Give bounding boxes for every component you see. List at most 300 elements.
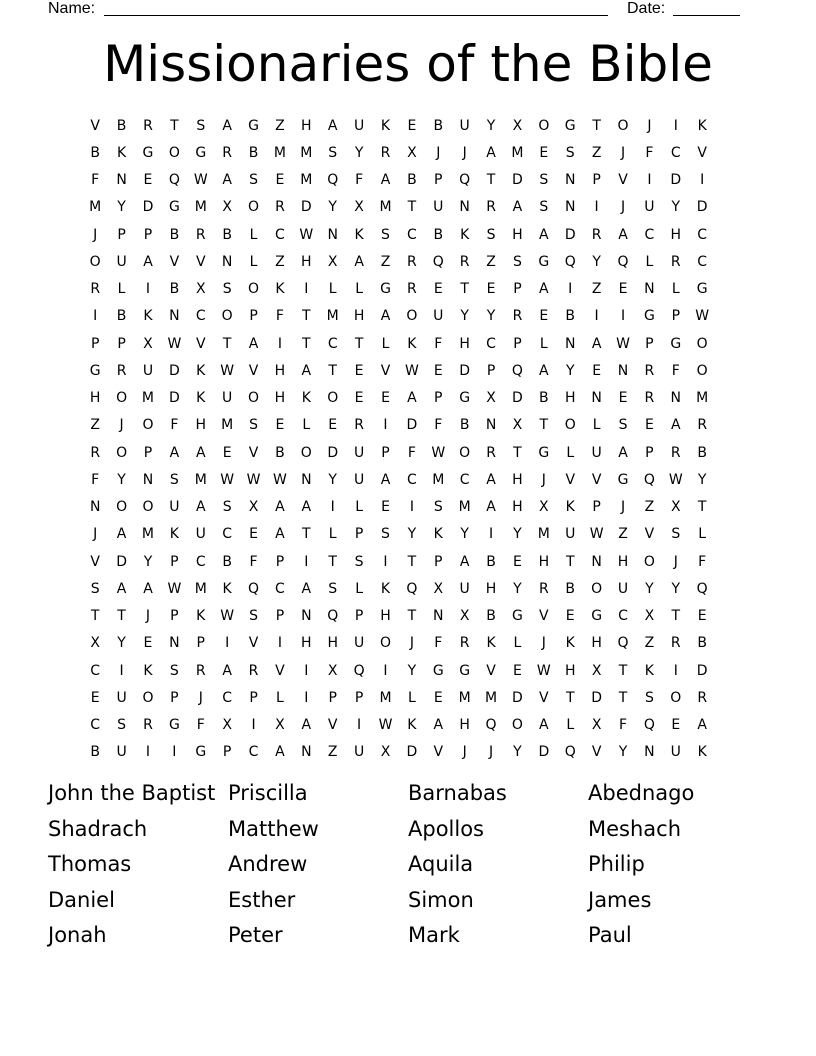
- grid-letter: F: [698, 553, 707, 570]
- grid-letter: G: [643, 308, 655, 325]
- grid-letter: L: [698, 526, 707, 543]
- grid-letter: Q: [327, 608, 339, 625]
- grid-letter: Q: [327, 172, 339, 189]
- grid-letter: K: [196, 390, 206, 407]
- word-list-item: Aquila: [408, 852, 474, 877]
- grid-letter: C: [90, 662, 101, 679]
- grid-letter: B: [90, 144, 100, 161]
- grid-letter: L: [276, 689, 284, 706]
- grid-letter: W: [536, 662, 551, 679]
- grid-letter: H: [301, 253, 312, 270]
- grid-letter: L: [566, 717, 575, 734]
- grid-letter: V: [433, 744, 444, 761]
- grid-letter: K: [143, 662, 153, 679]
- grid-letter: A: [222, 172, 232, 189]
- grid-letter: D: [142, 199, 154, 216]
- grid-letter: B: [222, 226, 232, 243]
- word-list-item: Mark: [408, 923, 460, 948]
- grid-letter: C: [90, 717, 101, 734]
- grid-letter: B: [459, 417, 470, 434]
- grid-letter: T: [565, 553, 575, 570]
- grid-letter: T: [697, 499, 707, 516]
- grid-letter: V: [380, 362, 391, 379]
- grid-letter: P: [249, 308, 258, 325]
- grid-letter: G: [195, 744, 207, 761]
- grid-letter: N: [591, 390, 602, 407]
- grid-letter: U: [116, 253, 127, 270]
- grid-letter: C: [248, 744, 259, 761]
- grid-letter: L: [671, 281, 680, 298]
- grid-letter: X: [512, 117, 523, 134]
- grid-letter: L: [539, 335, 548, 352]
- grid-letter: R: [90, 444, 101, 461]
- grid-letter: Q: [564, 253, 576, 270]
- grid-letter: I: [700, 172, 705, 189]
- grid-letter: V: [486, 662, 496, 679]
- grid-letter: Q: [643, 717, 655, 734]
- grid-letter: I: [409, 499, 414, 516]
- grid-letter: O: [248, 390, 260, 407]
- grid-letter: R: [248, 662, 259, 679]
- grid-letter: S: [565, 144, 575, 161]
- grid-letter: N: [433, 608, 444, 625]
- grid-letter: W: [668, 471, 683, 488]
- grid-letter: L: [566, 444, 575, 461]
- grid-letter: J: [436, 144, 441, 161]
- grid-letter: P: [354, 526, 364, 543]
- grid-row: [82, 194, 715, 221]
- grid-row: [82, 466, 715, 493]
- grid-letter: A: [486, 471, 496, 488]
- grid-letter: V: [644, 526, 655, 543]
- grid-letter: I: [172, 744, 177, 761]
- grid-letter: D: [696, 199, 708, 216]
- grid-letter: U: [433, 308, 444, 325]
- grid-letter: P: [328, 689, 337, 706]
- grid-letter: A: [195, 499, 206, 516]
- grid-letter: A: [222, 117, 232, 134]
- grid-letter: A: [248, 335, 259, 352]
- grid-letter: L: [302, 417, 311, 434]
- grid-letter: O: [221, 308, 233, 325]
- grid-letter: C: [222, 526, 233, 543]
- grid-letter: D: [406, 417, 418, 434]
- grid-letter: F: [355, 172, 364, 189]
- grid-letter: A: [116, 526, 127, 543]
- grid-letter: B: [116, 308, 127, 325]
- grid-letter: C: [275, 226, 285, 243]
- grid-letter: P: [170, 608, 179, 625]
- grid-letter: S: [222, 499, 232, 516]
- grid-letter: U: [459, 117, 470, 134]
- grid-letter: P: [592, 499, 601, 516]
- grid-letter: P: [90, 335, 100, 352]
- grid-row: [82, 385, 715, 412]
- grid-letter: J: [620, 144, 626, 161]
- grid-letter: P: [275, 608, 285, 625]
- grid-letter: F: [407, 444, 416, 461]
- grid-letter: Y: [407, 526, 417, 543]
- grid-letter: E: [592, 362, 602, 379]
- grid-letter: T: [302, 335, 311, 352]
- grid-letter: N: [301, 744, 312, 761]
- grid-letter: Y: [486, 117, 496, 134]
- grid-row: [82, 521, 715, 548]
- grid-letter: L: [328, 526, 337, 543]
- grid-letter: O: [670, 689, 682, 706]
- grid-letter: I: [594, 308, 599, 325]
- grid-letter: J: [93, 526, 98, 543]
- grid-letter: S: [90, 580, 100, 597]
- grid-letter: V: [697, 144, 707, 161]
- grid-letter: K: [486, 635, 496, 652]
- grid-letter: Y: [513, 744, 522, 761]
- grid-letter: O: [116, 444, 128, 461]
- grid-letter: H: [617, 553, 629, 570]
- grid-row: [82, 684, 715, 711]
- grid-letter: I: [383, 662, 388, 679]
- grid-letter: H: [353, 308, 365, 325]
- grid-letter: X: [670, 499, 681, 516]
- grid-letter: E: [513, 553, 522, 570]
- grid-letter: J: [541, 471, 546, 488]
- grid-row: [82, 330, 715, 357]
- grid-letter: I: [673, 117, 678, 134]
- grid-row: [82, 712, 715, 739]
- grid-letter: E: [513, 662, 522, 679]
- grid-letter: S: [671, 526, 681, 543]
- grid-letter: C: [670, 144, 681, 161]
- grid-letter: L: [407, 689, 416, 706]
- grid-letter: K: [460, 226, 470, 243]
- grid-letter: I: [357, 717, 362, 734]
- grid-letter: P: [222, 744, 232, 761]
- grid-letter: S: [539, 172, 549, 189]
- grid-letter: I: [145, 744, 151, 761]
- grid-letter: B: [275, 444, 285, 461]
- grid-letter: H: [512, 471, 523, 488]
- grid-letter: M: [221, 417, 234, 434]
- grid-letter: D: [670, 172, 682, 189]
- grid-row: [82, 412, 715, 439]
- grid-letter: B: [248, 144, 259, 161]
- grid-letter: K: [354, 226, 364, 243]
- grid-letter: Y: [354, 144, 364, 161]
- grid-row: [82, 548, 715, 575]
- grid-letter: H: [564, 662, 576, 679]
- grid-letter: D: [168, 390, 180, 407]
- grid-letter: E: [249, 526, 258, 543]
- grid-letter: K: [196, 362, 206, 379]
- grid-letter: P: [671, 308, 681, 325]
- grid-letter: I: [119, 662, 124, 679]
- grid-letter: D: [512, 390, 523, 407]
- grid-letter: F: [91, 471, 100, 488]
- grid-letter: G: [564, 117, 576, 134]
- grid-letter: I: [145, 281, 151, 298]
- grid-letter: W: [220, 471, 235, 488]
- grid-letter: A: [301, 717, 312, 734]
- grid-letter: N: [169, 635, 180, 652]
- grid-letter: Y: [697, 471, 707, 488]
- grid-letter: H: [301, 635, 312, 652]
- grid-letter: I: [304, 553, 309, 570]
- grid-letter: H: [564, 390, 576, 407]
- grid-letter: S: [381, 526, 390, 543]
- grid-letter: O: [142, 417, 154, 434]
- grid-letter: V: [539, 608, 549, 625]
- grid-letter: P: [196, 635, 205, 652]
- grid-letter: H: [380, 608, 391, 625]
- word-list-item: Abednago: [588, 781, 695, 805]
- grid-letter: U: [459, 580, 470, 597]
- grid-letter: A: [380, 172, 391, 189]
- grid-letter: V: [591, 471, 602, 488]
- grid-letter: O: [538, 117, 550, 134]
- grid-letter: E: [381, 499, 390, 516]
- grid-letter: V: [275, 662, 285, 679]
- grid-letter: M: [432, 471, 445, 488]
- grid-letter: L: [381, 335, 390, 352]
- grid-letter: Y: [460, 308, 469, 325]
- grid-letter: U: [433, 199, 444, 216]
- grid-letter: R: [486, 199, 496, 216]
- grid-letter: P: [170, 689, 179, 706]
- grid-letter: R: [644, 390, 655, 407]
- grid-letter: I: [620, 308, 626, 325]
- grid-letter: L: [513, 635, 522, 652]
- grid-letter: C: [275, 580, 285, 597]
- grid-letter: I: [383, 553, 388, 570]
- grid-letter: B: [90, 744, 100, 761]
- grid-letter: S: [328, 580, 338, 597]
- grid-letter: K: [433, 526, 443, 543]
- grid-letter: E: [143, 635, 153, 652]
- grid-letter: X: [459, 608, 470, 625]
- grid-letter: E: [671, 717, 681, 734]
- grid-letter: A: [222, 662, 232, 679]
- grid-letter: Z: [275, 117, 285, 134]
- grid-letter: C: [195, 553, 206, 570]
- word-list-item: Thomas: [48, 852, 132, 877]
- grid-letter: Y: [117, 199, 126, 216]
- grid-letter: W: [431, 444, 446, 461]
- grid-letter: O: [379, 635, 391, 652]
- grid-letter: A: [618, 444, 628, 461]
- grid-letter: V: [195, 253, 206, 270]
- page-title: Missionaries of the Bible: [103, 35, 713, 93]
- grid-letter: R: [116, 362, 127, 379]
- grid-letter: M: [194, 199, 207, 216]
- grid-letter: D: [168, 362, 180, 379]
- grid-letter: Z: [591, 281, 602, 298]
- grid-letter: E: [328, 417, 338, 434]
- grid-letter: H: [538, 553, 550, 570]
- grid-letter: Y: [513, 526, 522, 543]
- grid-letter: J: [647, 117, 652, 134]
- grid-letter: Z: [327, 744, 338, 761]
- grid-letter: W: [220, 608, 235, 625]
- grid-letter: O: [142, 499, 154, 516]
- grid-letter: A: [486, 144, 496, 161]
- grid-letter: M: [273, 144, 286, 161]
- grid-letter: Q: [617, 253, 629, 270]
- word-list-item: Shadrach: [48, 816, 148, 841]
- grid-letter: A: [275, 744, 285, 761]
- grid-letter: K: [222, 580, 232, 597]
- grid-letter: S: [644, 689, 654, 706]
- grid-letter: K: [169, 526, 179, 543]
- grid-letter: A: [195, 444, 206, 461]
- grid-letter: J: [198, 689, 203, 706]
- grid-letter: O: [300, 444, 312, 461]
- grid-letter: G: [538, 444, 550, 461]
- date-blank-line: [673, 15, 740, 16]
- grid-letter: B: [565, 308, 576, 325]
- grid-letter: A: [671, 417, 681, 434]
- grid-letter: T: [90, 608, 100, 625]
- grid-letter: W: [273, 471, 287, 488]
- grid-letter: O: [696, 362, 708, 379]
- grid-letter: X: [275, 717, 285, 734]
- grid-letter: B: [169, 226, 180, 243]
- grid-letter: A: [301, 362, 312, 379]
- grid-letter: K: [644, 662, 654, 679]
- grid-letter: X: [354, 199, 364, 216]
- grid-row: [82, 357, 715, 384]
- grid-letter: T: [460, 281, 469, 298]
- grid-letter: U: [169, 499, 180, 516]
- grid-letter: R: [644, 362, 655, 379]
- grid-letter: R: [459, 253, 470, 270]
- grid-letter: M: [511, 144, 524, 161]
- grid-letter: E: [539, 308, 549, 325]
- grid-letter: A: [407, 390, 417, 407]
- grid-letter: U: [353, 635, 365, 652]
- date-label: Date:: [627, 0, 666, 17]
- grid-letter: K: [565, 635, 575, 652]
- grid-letter: U: [142, 362, 154, 379]
- grid-letter: Q: [432, 253, 444, 270]
- grid-letter: V: [248, 444, 259, 461]
- grid-letter: O: [591, 580, 603, 597]
- grid-letter: P: [434, 553, 443, 570]
- grid-letter: K: [380, 117, 391, 134]
- grid-letter: Y: [645, 580, 654, 597]
- grid-letter: X: [222, 717, 232, 734]
- grid-letter: H: [512, 226, 523, 243]
- grid-letter: P: [513, 281, 522, 298]
- grid-letter: U: [195, 526, 206, 543]
- grid-letter: Q: [485, 717, 497, 734]
- grid-letter: V: [618, 172, 628, 189]
- grid-letter: N: [644, 281, 655, 298]
- grid-letter: D: [591, 689, 602, 706]
- grid-letter: G: [696, 281, 708, 298]
- grid-letter: T: [302, 308, 311, 325]
- grid-letter: L: [249, 226, 258, 243]
- grid-letter: S: [117, 717, 127, 734]
- grid-letter: P: [143, 444, 153, 461]
- grid-letter: O: [643, 553, 655, 570]
- grid-letter: P: [170, 553, 179, 570]
- grid-letter: O: [142, 689, 154, 706]
- grid-letter: S: [169, 662, 179, 679]
- grid-letter: W: [378, 717, 393, 734]
- grid-letter: U: [353, 117, 365, 134]
- grid-letter: Q: [353, 662, 365, 679]
- grid-letter: U: [222, 390, 233, 407]
- grid-letter: K: [407, 335, 417, 352]
- grid-letter: P: [645, 444, 654, 461]
- grid-letter: C: [222, 689, 233, 706]
- grid-letter: A: [380, 471, 391, 488]
- grid-letter: O: [116, 390, 128, 407]
- grid-letter: T: [302, 526, 311, 543]
- grid-letter: B: [697, 635, 707, 652]
- grid-letter: S: [433, 499, 443, 516]
- grid-letter: K: [697, 744, 707, 761]
- grid-letter: J: [673, 553, 678, 570]
- grid-letter: Y: [618, 744, 628, 761]
- grid-letter: A: [459, 553, 470, 570]
- grid-letter: N: [617, 362, 629, 379]
- grid-letter: C: [486, 335, 496, 352]
- grid-letter: B: [486, 553, 496, 570]
- word-list-item: Matthew: [228, 816, 319, 841]
- grid-letter: I: [304, 662, 309, 679]
- grid-letter: S: [222, 281, 232, 298]
- grid-letter: Y: [460, 526, 469, 543]
- word-list-item: Priscilla: [228, 781, 308, 805]
- grid-letter: E: [90, 689, 100, 706]
- grid-letter: I: [383, 417, 388, 434]
- grid-letter: M: [300, 172, 313, 189]
- grid-letter: G: [168, 199, 180, 216]
- grid-letter: S: [249, 172, 258, 189]
- grid-letter: N: [301, 608, 312, 625]
- grid-letter: E: [618, 390, 628, 407]
- grid-letter: B: [697, 444, 707, 461]
- grid-letter: M: [300, 144, 313, 161]
- grid-letter: T: [565, 689, 575, 706]
- grid-letter: J: [620, 199, 626, 216]
- grid-letter: N: [564, 335, 576, 352]
- grid-letter: F: [170, 417, 179, 434]
- grid-letter: P: [434, 390, 443, 407]
- grid-row: [82, 221, 715, 248]
- grid-letter: X: [591, 662, 602, 679]
- grid-letter: A: [143, 580, 153, 597]
- grid-row: [82, 575, 715, 602]
- grid-letter: S: [196, 117, 206, 134]
- grid-letter: B: [565, 580, 576, 597]
- grid-letter: F: [645, 144, 654, 161]
- grid-letter: P: [117, 335, 126, 352]
- grid-letter: T: [671, 608, 681, 625]
- grid-letter: L: [355, 281, 363, 298]
- grid-letter: K: [407, 717, 417, 734]
- grid-letter: B: [407, 172, 417, 189]
- grid-letter: K: [196, 608, 206, 625]
- grid-letter: Z: [591, 144, 602, 161]
- grid-letter: R: [407, 253, 417, 270]
- grid-letter: A: [539, 717, 549, 734]
- grid-letter: A: [275, 526, 285, 543]
- grid-row: [82, 603, 715, 630]
- grid-letter: B: [169, 281, 180, 298]
- grid-letter: I: [277, 635, 282, 652]
